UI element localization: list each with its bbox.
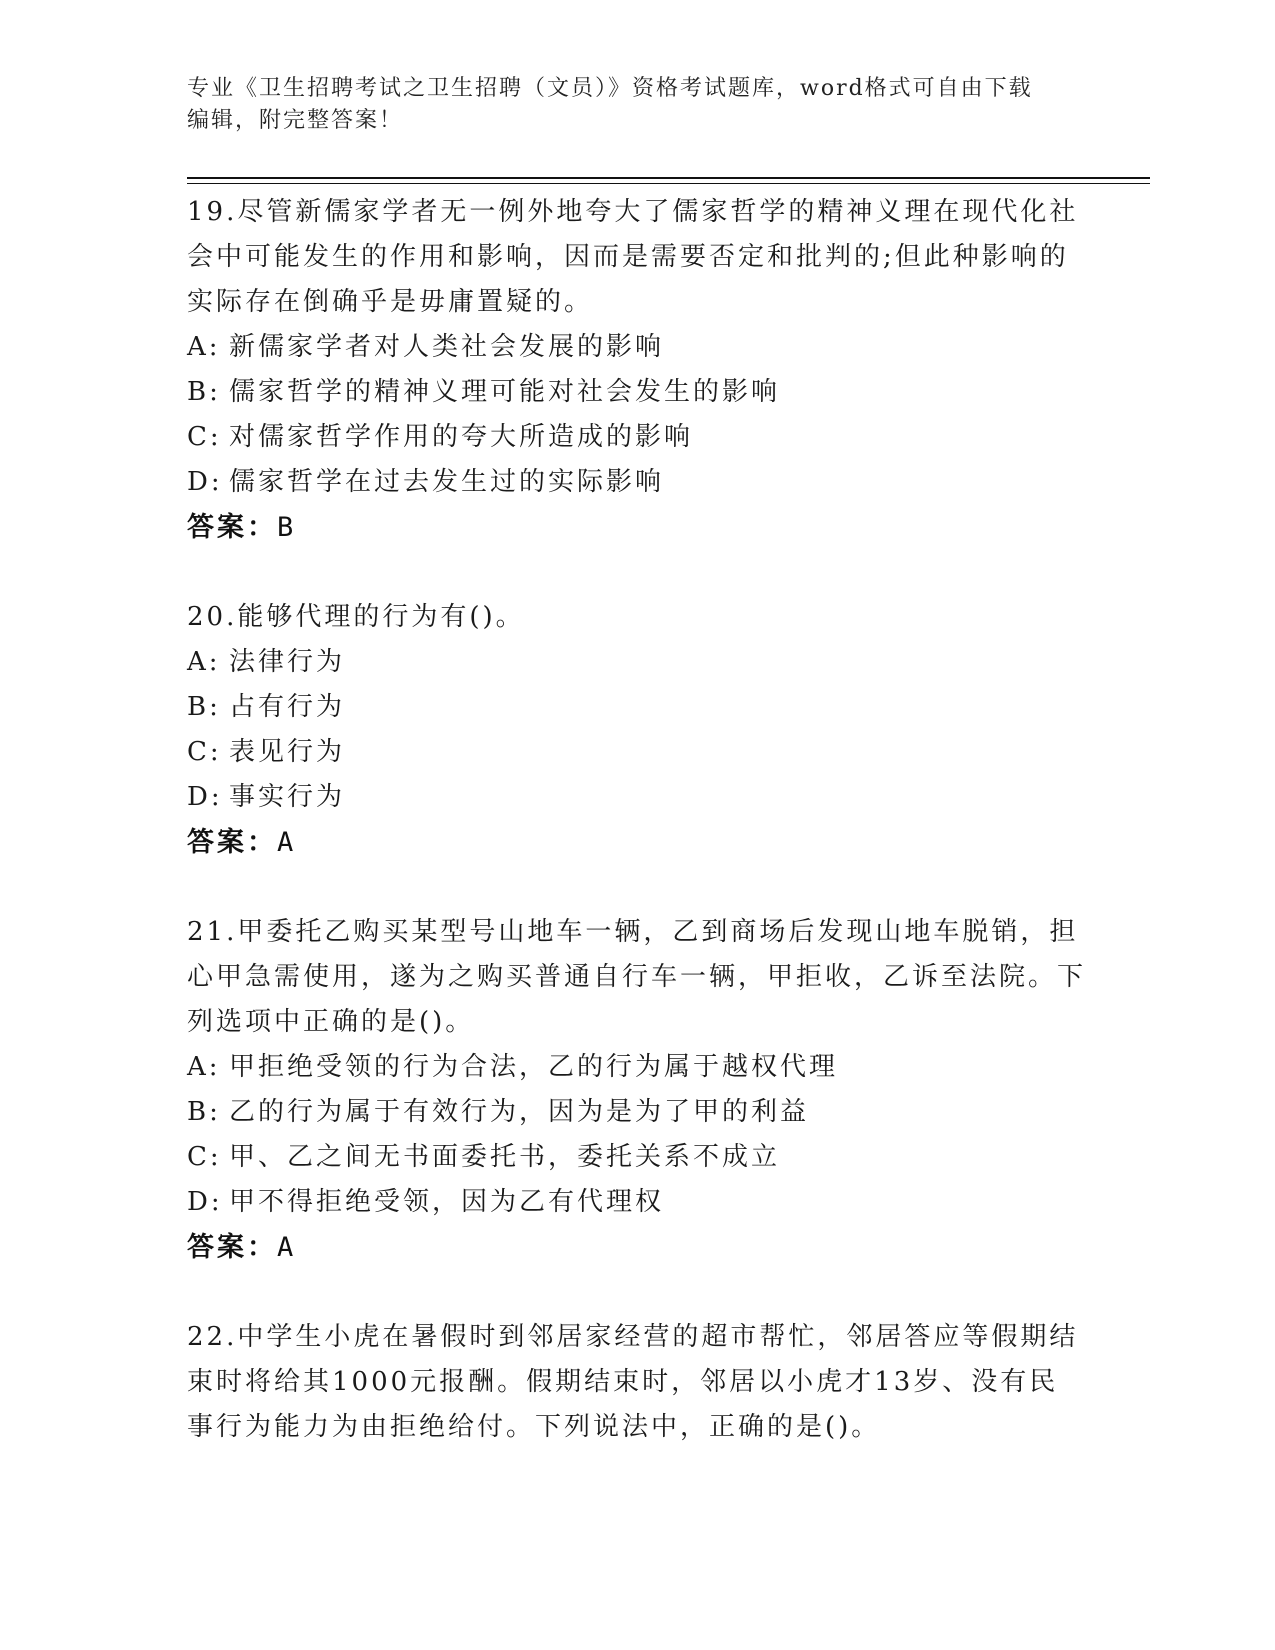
option-text: 表见行为	[229, 737, 346, 767]
option-d	[187, 775, 1087, 820]
option-letter: A:	[187, 647, 221, 677]
answer-line	[187, 1225, 1087, 1270]
answer-line	[187, 505, 1087, 550]
question-stem: 21.甲委托乙购买某型号山地车一辆，乙到商场后发现山地车脱销，担心甲急需使用，遂为之购买普通自行车一辆，甲拒收，乙诉至法院。下列选项中正确的是()。	[187, 917, 1087, 1037]
option-text: 儒家哲学的精神义理可能对社会发生的影响	[229, 377, 781, 407]
option-letter: C:	[187, 422, 222, 452]
answer-value: B	[277, 512, 297, 543]
header-line-2: 编辑，附完整答案！	[187, 108, 404, 133]
option-text: 甲、乙之间无书面委托书，委托关系不成立	[229, 1142, 781, 1172]
option-text: 占有行为	[229, 692, 346, 722]
option-letter: A:	[187, 332, 221, 362]
option-text: 甲拒绝受领的行为合法，乙的行为属于越权代理	[229, 1052, 839, 1082]
answer-label: 答案：	[187, 827, 277, 858]
option-text: 乙的行为属于有效行为，因为是为了甲的利益	[229, 1097, 810, 1127]
question-list	[187, 190, 1087, 1495]
question-stem: 22.中学生小虎在暑假时到邻居家经营的超市帮忙，邻居答应等假期结束时将给其1000元报酬。假期结束时，邻居以小虎才13岁、没有民事行为能力为由拒绝给付。下列说法中，正确的是()。	[187, 1322, 1079, 1442]
option-text: 甲不得拒绝受领，因为乙有代理权	[229, 1187, 665, 1217]
option-b	[187, 1090, 1087, 1135]
option-c	[187, 415, 1087, 460]
option-d	[187, 1180, 1087, 1225]
option-text: 对儒家哲学作用的夸大所造成的影响	[229, 422, 694, 452]
option-b	[187, 685, 1087, 730]
header-divider-thin	[187, 183, 1150, 184]
option-text: 儒家哲学在过去发生过的实际影响	[229, 467, 665, 497]
option-letter: A:	[187, 1052, 221, 1082]
option-c	[187, 730, 1087, 775]
option-letter: C:	[187, 1142, 222, 1172]
option-text: 法律行为	[229, 647, 346, 677]
answer-label: 答案：	[187, 512, 277, 543]
header-line-1: 专业《卫生招聘考试之卫生招聘（文员）》资格考试题库，word格式可自由下载	[187, 76, 1033, 101]
option-b	[187, 370, 1087, 415]
document-header	[187, 73, 1067, 137]
option-letter: C:	[187, 737, 222, 767]
option-letter: D:	[187, 1187, 223, 1217]
option-letter: B:	[187, 377, 221, 407]
option-letter: B:	[187, 1097, 221, 1127]
option-text: 新儒家学者对人类社会发展的影响	[229, 332, 665, 362]
question-22	[187, 1315, 1087, 1450]
option-a	[187, 325, 1087, 370]
option-c	[187, 1135, 1087, 1180]
header-divider-thick	[187, 177, 1150, 179]
option-letter: B:	[187, 692, 221, 722]
option-text: 事实行为	[229, 782, 346, 812]
question-stem: 19.尽管新儒家学者无一例外地夸大了儒家哲学的精神义理在现代化社会中可能发生的作用和影响，因而是需要否定和批判的;但此种影响的实际存在倒确乎是毋庸置疑的。	[187, 197, 1079, 317]
option-letter: D:	[187, 467, 223, 497]
answer-line	[187, 820, 1087, 865]
option-a	[187, 640, 1087, 685]
question-stem: 20.能够代理的行为有()。	[187, 602, 525, 632]
question-21	[187, 910, 1087, 1270]
question-20	[187, 595, 1087, 865]
answer-value: A	[277, 1232, 297, 1263]
option-d	[187, 460, 1087, 505]
answer-label: 答案：	[187, 1232, 277, 1263]
answer-value: A	[277, 827, 297, 858]
option-letter: D:	[187, 782, 223, 812]
option-a	[187, 1045, 1087, 1090]
question-19	[187, 190, 1087, 550]
